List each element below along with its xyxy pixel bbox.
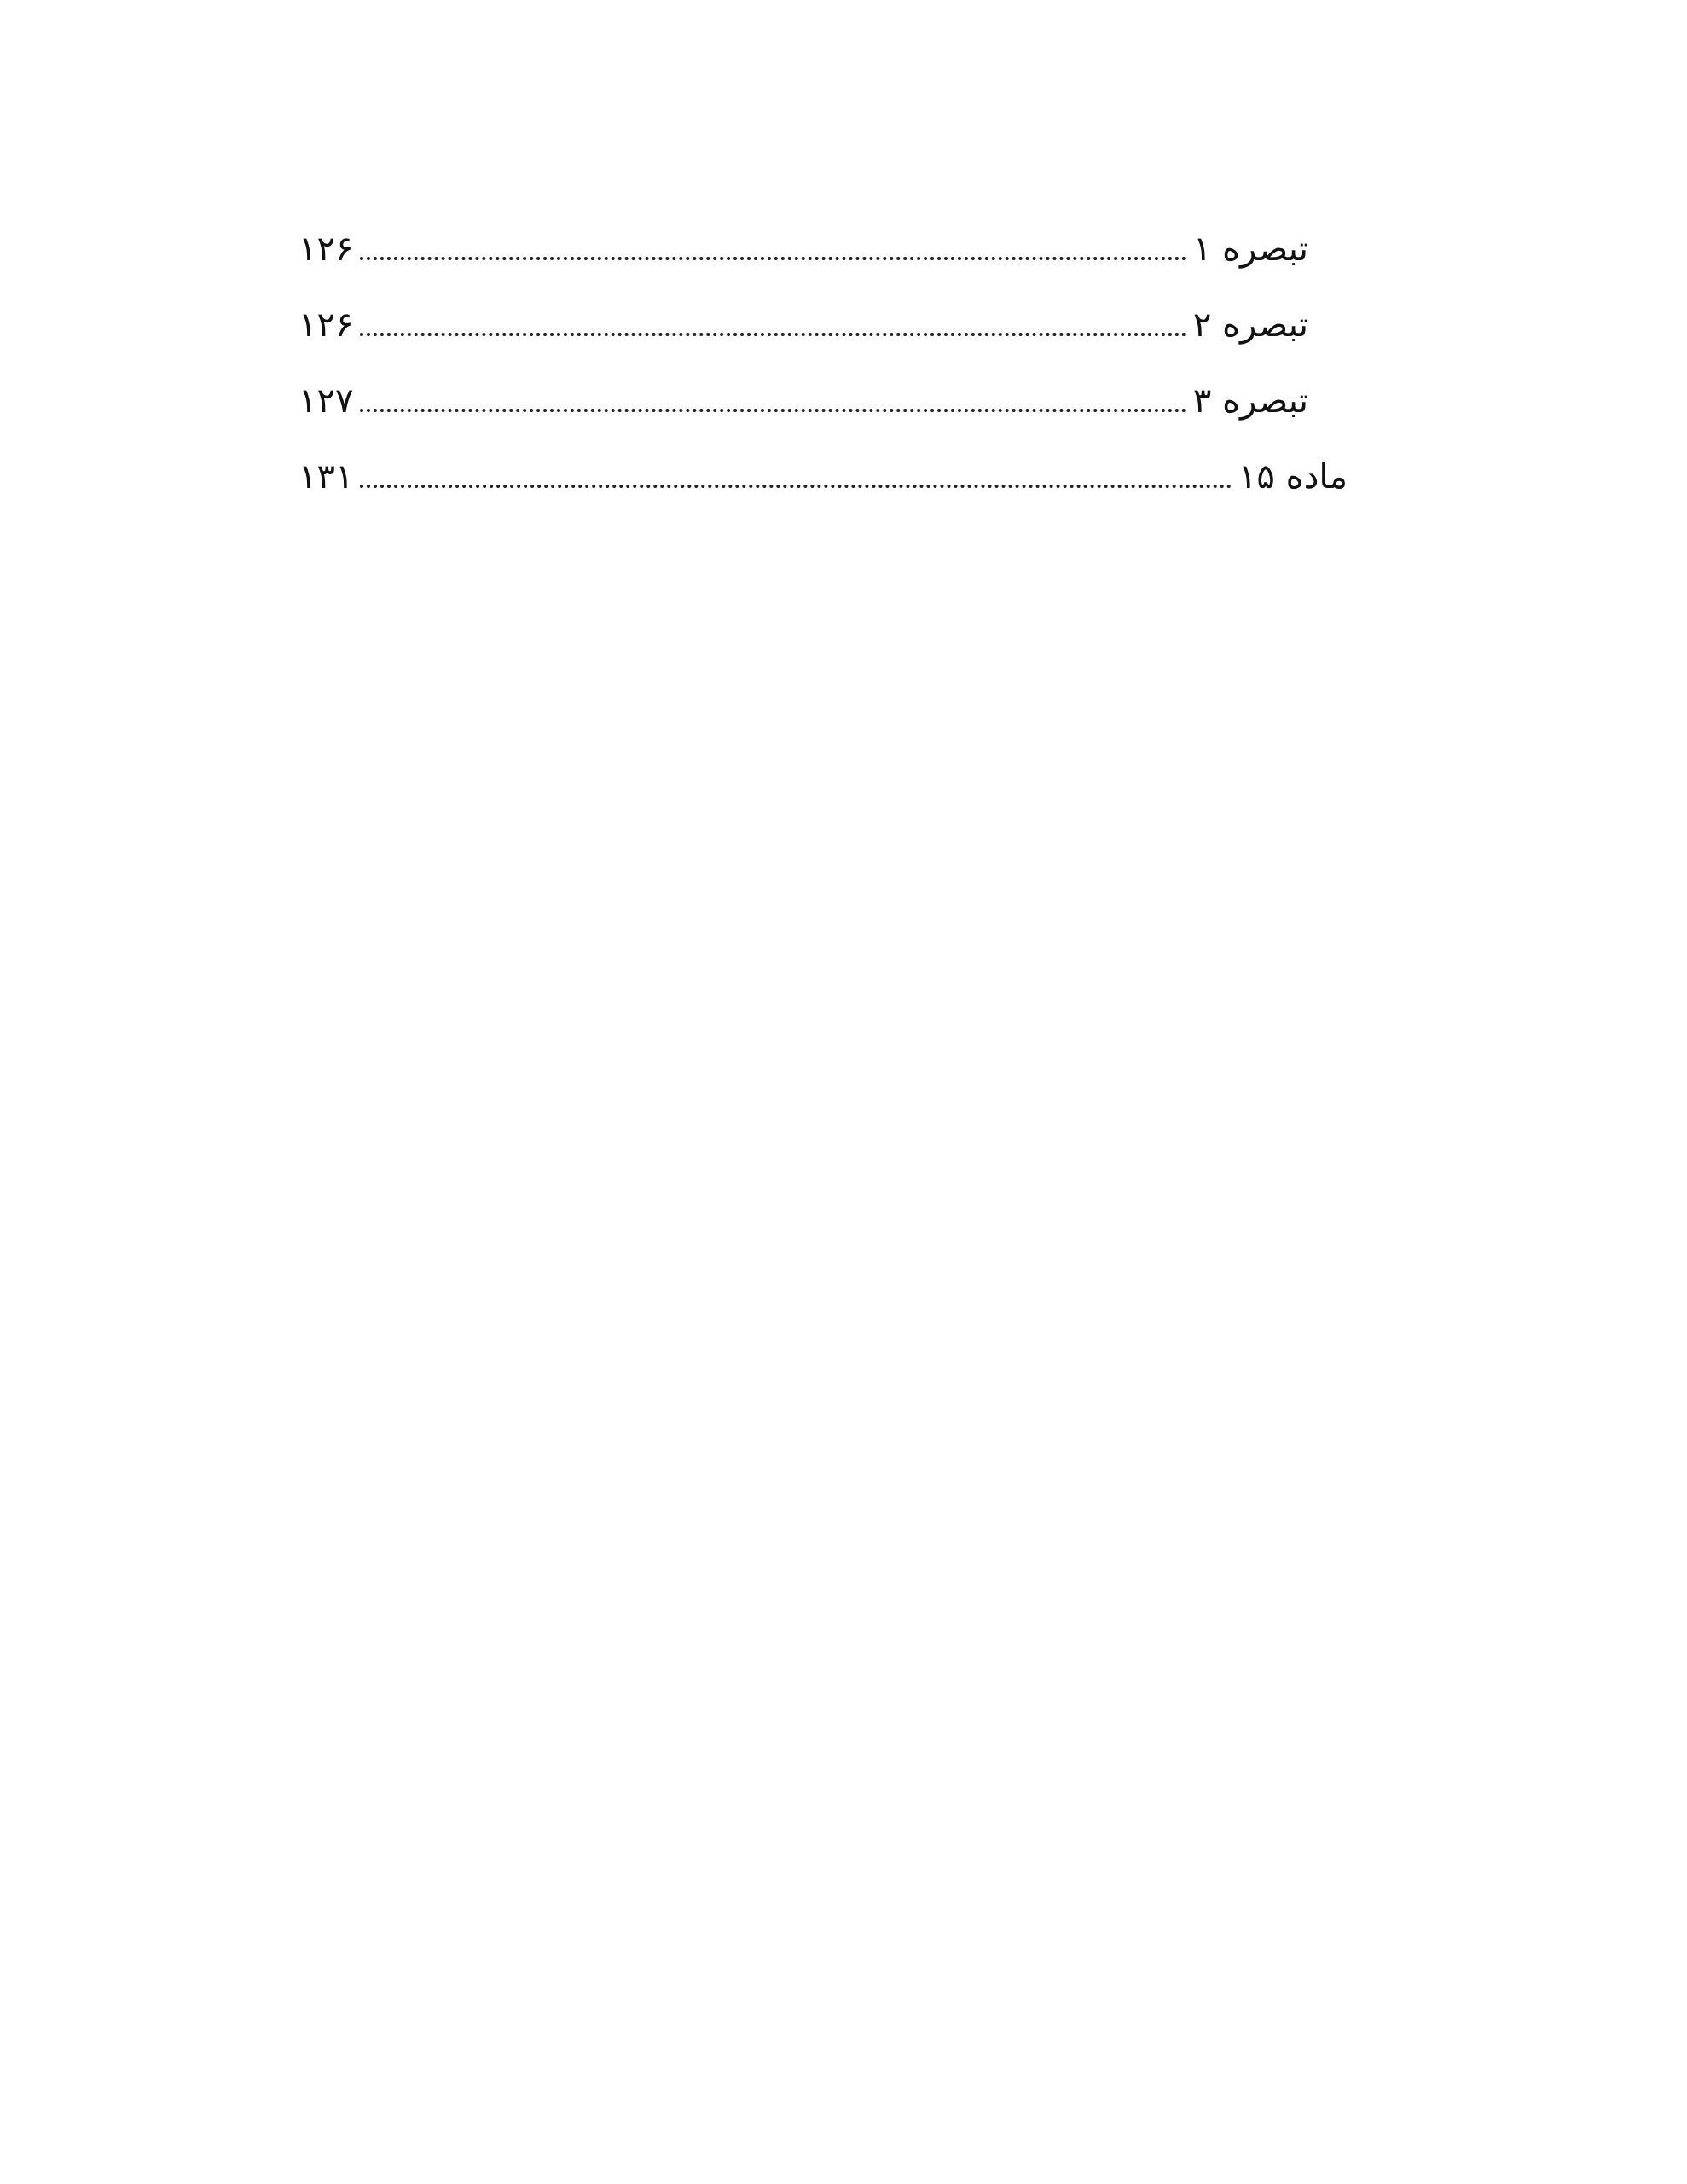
toc-dot-leader (360, 333, 1186, 336)
toc-page-number: ۱۳۱ (299, 457, 354, 497)
toc-entry-tabsare-2[interactable] (299, 288, 1348, 363)
toc-page-number: ۱۲۷ (299, 381, 354, 421)
toc-page-number: ۱۲۶ (299, 229, 354, 269)
toc-entry-label: تبصره ۲ (1192, 305, 1308, 345)
toc-dot-leader (360, 485, 1231, 488)
toc-entry-tabsare-1[interactable] (299, 212, 1348, 288)
toc-entry-label: تبصره ۱ (1192, 229, 1308, 269)
toc-entry-tabsare-3[interactable] (299, 363, 1348, 439)
toc-entry-madde-15[interactable] (299, 439, 1348, 515)
toc-dot-leader (360, 257, 1186, 260)
toc-entry-label: ماده ۱۵ (1238, 457, 1348, 497)
toc-page-number: ۱۲۶ (299, 305, 354, 345)
table-of-contents (299, 212, 1348, 515)
toc-entry-label: تبصره ۳ (1192, 381, 1308, 421)
toc-dot-leader (360, 409, 1186, 412)
